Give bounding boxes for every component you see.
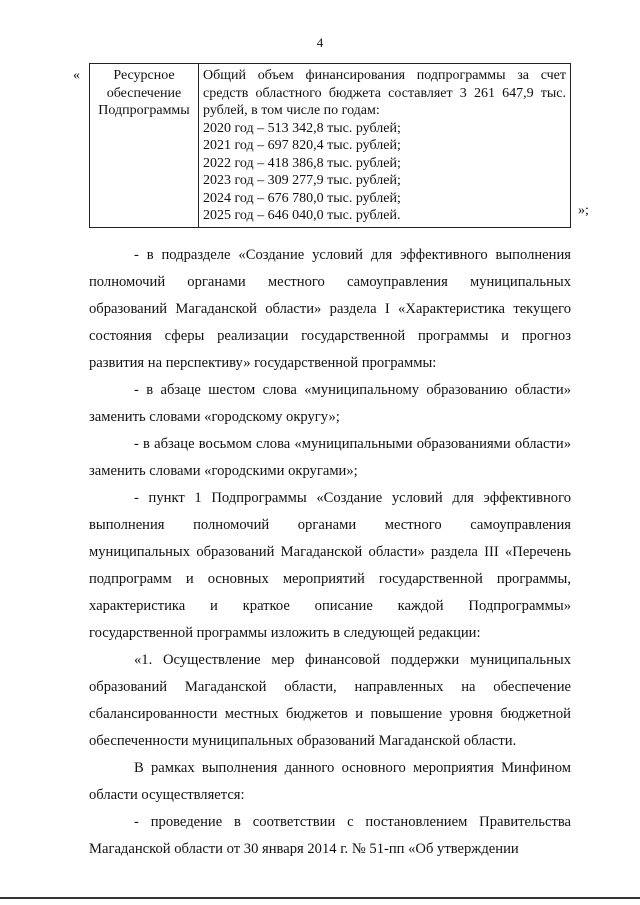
- paragraph: - в абзаце восьмом слова «муниципальными образованиями области» заменить словами «городскими округами»;: [89, 436, 571, 479]
- paragraph: - в абзаце шестом слова «муниципальному образованию области» заменить словами «городскому округу»;: [89, 382, 571, 425]
- funding-year-line: 2023 год – 309 277,9 тыс. рублей;: [203, 173, 401, 188]
- funding-year-line: 2024 год – 676 780,0 тыс. рублей;: [203, 190, 401, 206]
- page-number: 4: [316, 35, 324, 50]
- document-body: [89, 242, 571, 863]
- funding-year-line: 2020 год – 513 342,8 тыс. рублей;: [203, 120, 401, 136]
- table-value-cell: [199, 64, 571, 228]
- funding-year-line: 2022 год – 418 386,8 тыс. рублей;: [203, 155, 401, 171]
- funding-year-line: 2021 год – 697 820,4 тыс. рублей;: [203, 138, 401, 153]
- funding-intro-text: Общий объем финансирования подпрограммы за счет средств областного бюджета составляет 3 261 647,9 тыс. рублей, в том числе по годам:: [203, 68, 566, 118]
- paragraph: - в подразделе «Создание условий для эффективного выполнения полномочий органами местного самоуправления муниципальных образований Магаданской области» раздела I «Характеристика текущего состояния сферы реализации государственной программы и прогноз развития на перспективу» государственной программы:: [89, 247, 571, 371]
- resource-funding-table: [89, 63, 571, 228]
- closing-quote-mark: »;: [578, 203, 589, 218]
- page-bottom-rule: [0, 897, 640, 899]
- opening-quote-mark: «: [73, 68, 80, 83]
- paragraph: «1. Осуществление мер финансовой поддержки муниципальных образований Магаданской области, направленных на обеспечение сбалансированности местных бюджетов и повышение уровня бюджетной обеспеченности муниципальных образований Магаданской области.: [89, 652, 571, 749]
- paragraph: - пункт 1 Подпрограммы «Создание условий для эффективного выполнения полномочий органами местного самоуправления муниципальных образований Магаданской области» раздела III «Перечень подпрограмм и основных мероприятий государственной программы, характеристика и краткое описание каждой Подпрограммы» государственной программы изложить в следующей редакции:: [89, 490, 571, 641]
- table-row: [90, 64, 571, 228]
- paragraph: В рамках выполнения данного основного мероприятия Минфином области осуществляется:: [89, 760, 571, 803]
- paragraph: - проведение в соответствии с постановлением Правительства Магаданской области от 30 января 2014 г. № 51-пп «Об утверждении: [89, 814, 571, 857]
- funding-year-line: 2025 год – 646 040,0 тыс. рублей.: [203, 208, 401, 223]
- table-label-cell: Ресурсное обеспечение Подпрограммы: [90, 64, 199, 228]
